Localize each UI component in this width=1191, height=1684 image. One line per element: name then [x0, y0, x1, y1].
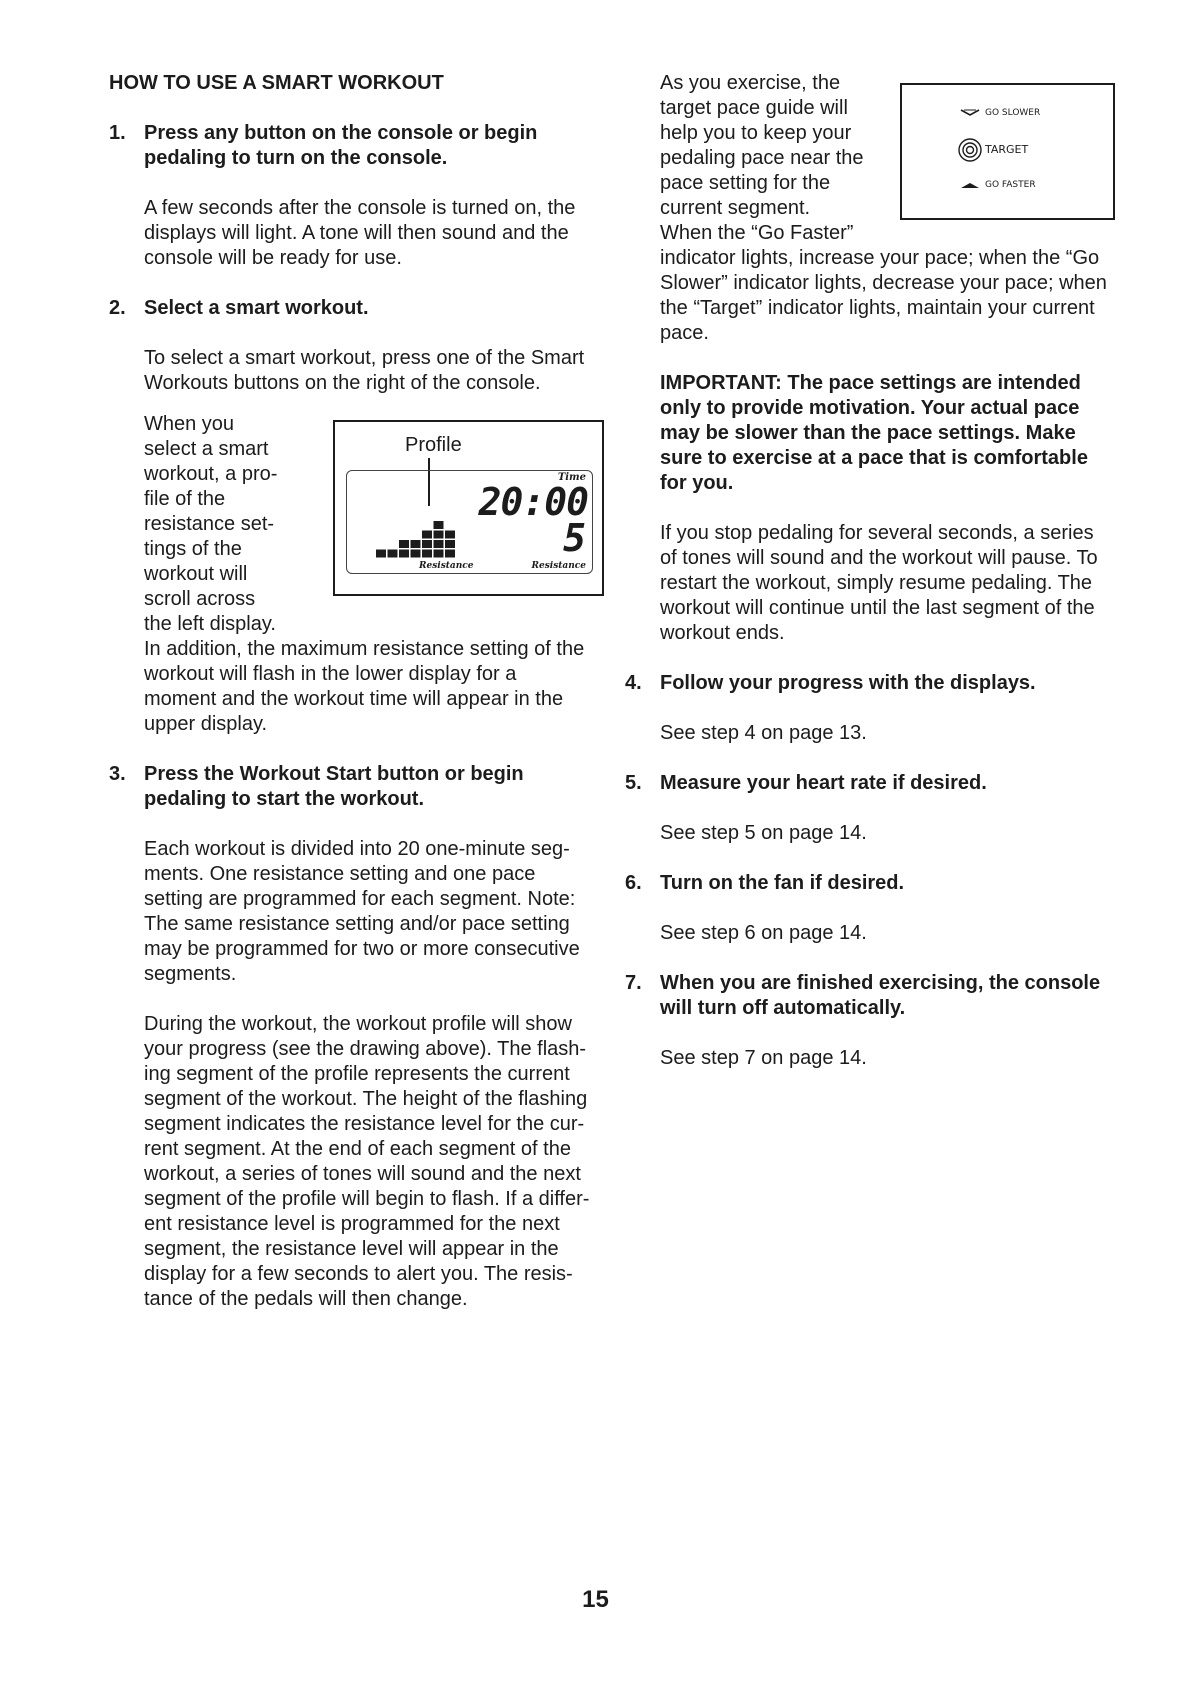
text-line: See step 7 on page 14.: [660, 1047, 867, 1069]
text-line: pedaling pace near the: [660, 147, 864, 169]
text-line: segment of the workout. The height of the flashing: [144, 1088, 588, 1110]
text-line: current segment.: [660, 197, 811, 219]
step-1-body: [109, 196, 604, 271]
text-line: ments. One resistance setting and one pace: [144, 863, 536, 885]
step-7: [625, 971, 1115, 1021]
go-faster-icon: [958, 181, 982, 189]
step-title-line: pedaling to start the workout.: [144, 788, 425, 810]
target-icon: [958, 138, 982, 162]
step-6: [625, 871, 1115, 896]
step-number: 3.: [109, 763, 126, 785]
time-label: Time: [557, 472, 586, 483]
step-title-line: Select a smart workout.: [144, 297, 369, 319]
target-row: [958, 138, 1028, 162]
text-line: If you stop pedaling for several seconds, a series: [660, 522, 1094, 544]
text-line: When the “Go Faster”: [660, 222, 854, 244]
resistance-label-right: Resistance: [531, 561, 586, 571]
profile-label: Profile: [405, 434, 462, 456]
text-line: workout, a series of tones will sound and the next: [144, 1163, 581, 1185]
step-2-body: [109, 346, 604, 396]
step-title-line: Press any button on the console or begin: [144, 122, 538, 144]
profile-segment-block: [422, 531, 432, 539]
text-line: segments.: [144, 963, 237, 985]
step-title-line: Turn on the fan if desired.: [660, 872, 905, 894]
text-line: The same resistance setting and/or pace setting: [144, 913, 570, 935]
text-line: workout ends.: [660, 622, 785, 644]
step-3-para-1: [109, 837, 604, 987]
profile-segment-block: [434, 521, 444, 529]
text-line: ent resistance level is programmed for the next: [144, 1213, 560, 1235]
text-line: target pace guide will: [660, 97, 848, 119]
profile-segment-block: [411, 540, 421, 548]
text-line: setting are programmed for each segment. Note:: [144, 888, 576, 910]
text-line: As you exercise, the: [660, 72, 841, 94]
go-slower-row: [958, 107, 1040, 119]
section-title: HOW TO USE A SMART WORKOUT: [109, 72, 444, 94]
text-line: See step 5 on page 14.: [660, 822, 867, 844]
text-line: scroll across: [144, 588, 256, 610]
important-note: [625, 371, 1115, 496]
step-5-body: [625, 821, 1115, 846]
profile-segment-block: [445, 531, 455, 539]
step-title-line: pedaling to turn on the console.: [144, 147, 448, 169]
profile-figure: [333, 420, 604, 596]
profile-segment-block: [411, 550, 421, 558]
profile-segment-block: [376, 550, 386, 558]
text-line: ing segment of the profile represents the current: [144, 1063, 570, 1085]
text-line: segment indicates the resistance level for the cur-: [144, 1113, 585, 1135]
text-line: may be programmed for two or more consecutive: [144, 938, 580, 960]
profile-segment-block: [434, 550, 444, 558]
profile-segment-block: [422, 550, 432, 558]
text-line: sure to exercise at a pace that is comfortable: [660, 447, 1088, 469]
go-faster-row: [958, 179, 1036, 191]
step-number: 4.: [625, 672, 642, 694]
text-line: for you.: [660, 472, 734, 494]
text-line: indicator lights, increase your pace; when the “Go: [660, 247, 1100, 269]
text-line: console will be ready for use.: [144, 247, 402, 269]
step-number: 1.: [109, 122, 126, 144]
text-line: display for a few seconds to alert you. The resis-: [144, 1263, 573, 1285]
go-faster-label: GO FASTER: [985, 180, 1036, 190]
text-line: upper display.: [144, 713, 268, 735]
profile-segment-block: [399, 540, 409, 548]
text-line: displays will light. A tone will then sound and the: [144, 222, 569, 244]
profile-segment-block: [399, 550, 409, 558]
step-title-line: will turn off automatically.: [660, 997, 906, 1019]
right-column: [625, 71, 1115, 1071]
step-number: 6.: [625, 872, 642, 894]
text-line: workout will continue until the last segment of the: [660, 597, 1095, 619]
text-line: tance of the pedals will then change.: [144, 1288, 468, 1310]
text-line: Workouts buttons on the right of the console.: [144, 372, 541, 394]
text-line: segment of the profile will begin to flash. If a differ-: [144, 1188, 590, 1210]
profile-segment-block: [445, 540, 455, 548]
text-line: Each workout is divided into 20 one-minute seg-: [144, 838, 570, 860]
step-2: [109, 296, 604, 321]
text-line: In addition, the maximum resistance setting of the: [144, 638, 585, 660]
text-line: workout will: [144, 563, 248, 585]
text-line: the “Target” indicator lights, maintain your current: [660, 297, 1095, 319]
step-5: [625, 771, 1115, 796]
text-line: workout, a pro-: [144, 463, 278, 485]
time-value: 20:00: [478, 480, 588, 524]
profile-segment-block: [445, 550, 455, 558]
step-number: 2.: [109, 297, 126, 319]
go-slower-label: GO SLOWER: [985, 108, 1041, 118]
page-number: 15: [582, 1586, 609, 1613]
step-7-body: [625, 1046, 1115, 1071]
pace-guide-paragraph: [625, 71, 1115, 346]
pause-paragraph: [625, 521, 1115, 646]
text-line: may be slower than the pace settings. Make: [660, 422, 1076, 444]
step-3: [109, 762, 604, 812]
text-line: segment, the resistance level will appear in the: [144, 1238, 559, 1260]
left-column: [109, 71, 604, 1312]
step-6-body: [625, 921, 1115, 946]
profile-segment-block: [434, 531, 444, 539]
text-line: Slower” indicator lights, decrease your pace; when: [660, 272, 1107, 294]
step-title-line: Measure your heart rate if desired.: [660, 772, 987, 794]
text-line: moment and the workout time will appear in the: [144, 688, 564, 710]
text-line: file of the: [144, 488, 226, 510]
profile-segment-block: [434, 540, 444, 548]
text-line: See step 4 on page 13.: [660, 722, 867, 744]
text-line: See step 6 on page 14.: [660, 922, 867, 944]
target-label: TARGET: [985, 143, 1029, 156]
step-number: 5.: [625, 772, 642, 794]
text-line: of tones will sound and the workout will pause. To: [660, 547, 1098, 569]
text-line: resistance set-: [144, 513, 275, 535]
step-2-profile-paragraph: [109, 412, 604, 737]
profile-segment-block: [422, 540, 432, 548]
text-line: pace setting for the: [660, 172, 831, 194]
resistance-value: 5: [563, 516, 586, 560]
text-line: tings of the: [144, 538, 242, 560]
text-line: IMPORTANT: The pace settings are intended: [660, 372, 1081, 394]
step-3-para-2: [109, 1012, 604, 1312]
text-line: pace.: [660, 322, 709, 344]
console-display: [346, 470, 593, 574]
text-line: only to provide motivation. Your actual pace: [660, 397, 1080, 419]
text-line: workout will flash in the lower display for a: [144, 663, 517, 685]
text-line: the left display.: [144, 613, 276, 635]
text-line: A few seconds after the console is turned on, the: [144, 197, 576, 219]
text-line: During the workout, the workout profile will show: [144, 1013, 572, 1035]
text-line: To select a smart workout, press one of the Smart: [144, 347, 585, 369]
step-number: 7.: [625, 972, 642, 994]
resistance-label-left: Resistance: [419, 561, 474, 571]
text-line: select a smart: [144, 438, 269, 460]
profile-bars: [376, 471, 496, 571]
profile-segment-block: [388, 550, 398, 558]
step-title-line: Follow your progress with the displays.: [660, 672, 1036, 694]
text-line: restart the workout, simply resume pedaling. The: [660, 572, 1093, 594]
step-4-body: [625, 721, 1115, 746]
step-title-line: Press the Workout Start button or begin: [144, 763, 524, 785]
go-slower-icon: [958, 109, 982, 117]
text-line: When you: [144, 413, 235, 435]
text-line: rent segment. At the end of each segment of the: [144, 1138, 571, 1160]
step-title-line: When you are finished exercising, the console: [660, 972, 1101, 994]
text-line: help you to keep your: [660, 122, 852, 144]
pace-guide-figure: [900, 83, 1115, 220]
step-4: [625, 671, 1115, 696]
text-line: your progress (see the drawing above). The flash-: [144, 1038, 587, 1060]
step-1: [109, 121, 604, 171]
